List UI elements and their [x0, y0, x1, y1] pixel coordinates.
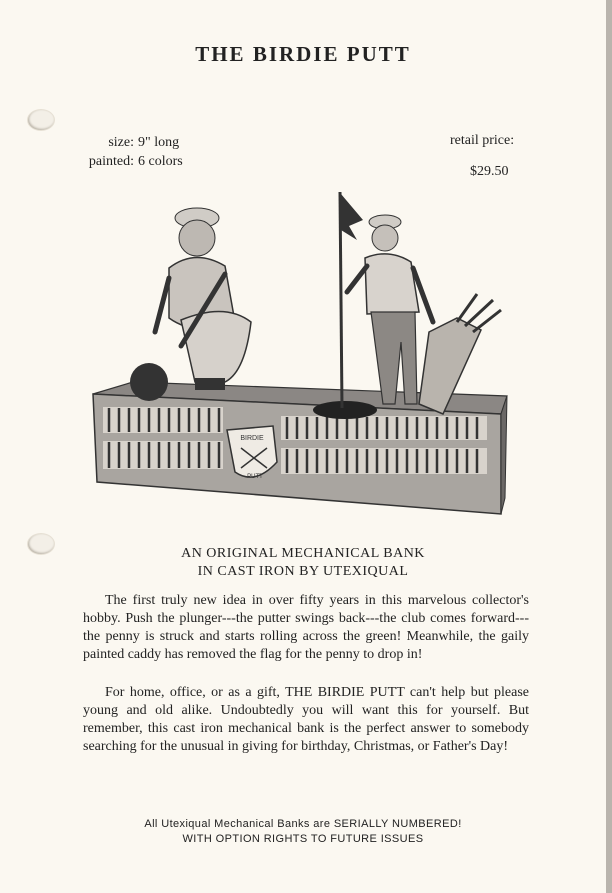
painted-row [76, 152, 183, 171]
crest-text-bottom: PUTT [247, 474, 263, 480]
crest-text-top: BIRDIE [240, 435, 264, 442]
caddy-figure [347, 215, 501, 414]
spec-block [76, 133, 183, 171]
size-label: size: [108, 135, 134, 150]
punch-hole-top [28, 110, 54, 130]
footer-line-1: All Utexiqual Mechanical Banks are SERIALLY NUMBERED! [144, 818, 462, 830]
page-edge [606, 0, 612, 893]
painted-label: painted: [88, 154, 134, 169]
painted-value: 6 colors [138, 154, 183, 169]
flag-icon [341, 194, 363, 240]
subheading-line-1: AN ORIGINAL MECHANICAL BANK [181, 546, 425, 561]
retail-price-value: $29.50 [470, 164, 509, 179]
subheading [0, 545, 606, 581]
golfer-figure [130, 208, 251, 401]
cup-hole [313, 401, 377, 419]
body-paragraph-1: The first truly new idea in over fifty years in this marvelous collector's hobby. Push the plunger---the putter swings back---the club comes forward---the penny is struck and starts rolling across the green! Meanwhile, the gaily painted caddy has removed the flag for the penny to drop in! [83, 593, 529, 662]
subheading-line-2: IN CAST IRON BY UTEXIQUAL [197, 564, 409, 579]
body-paragraph-2: For home, office, or as a gift, THE BIRDIE PUTT can't help but please young and old alike. Undoubtedly you will want this for yourself. But remember, this cast iron mechanical bank is the perfect answer to somebody searching for the unusual in giving for birthday, Christmas, or Father's Day! [83, 685, 529, 754]
bank-illustration [85, 182, 525, 522]
size-row [76, 133, 183, 152]
footer-line-2: WITH OPTION RIGHTS TO FUTURE ISSUES [182, 833, 424, 845]
page-title: THE BIRDIE PUTT [195, 42, 411, 66]
footer-note [0, 817, 606, 847]
retail-price-label: retail price: [450, 133, 515, 148]
size-value: 9" long [138, 135, 180, 150]
